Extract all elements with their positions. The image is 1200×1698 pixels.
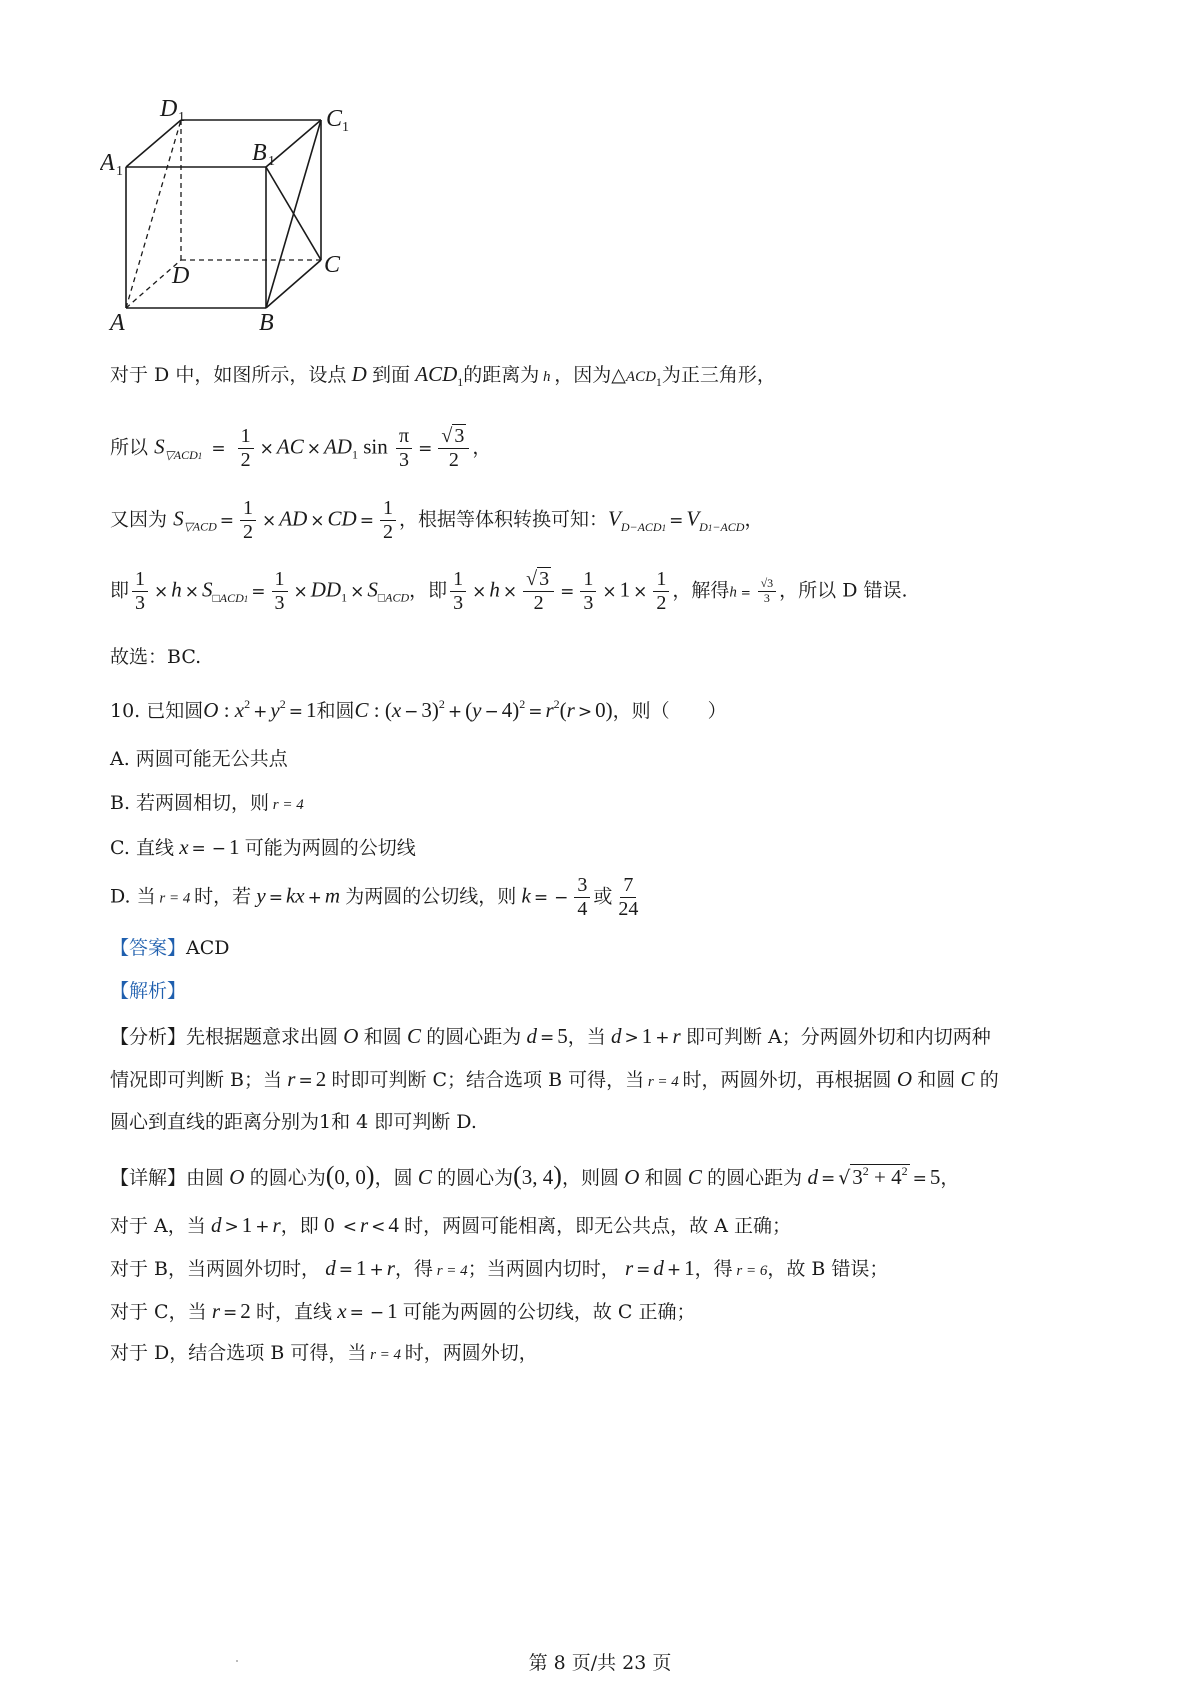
choice-line: 故选：BC. <box>110 646 202 668</box>
label-b1-sub: 1 <box>268 154 275 169</box>
label-d: D <box>172 263 190 289</box>
label-b: B <box>259 310 274 336</box>
analysis-line-1: 【分析】先根据题意求出圆 O 和圆 C 的圆心距为 d = 5，当 d > 1 + r 即可判断 A；分两圆外切和内切两种 <box>110 1024 991 1048</box>
detail-line-c: 对于 C，当 r = 2 时，直线 x = − 1 可能为两圆的公切线，故 C 正确； <box>110 1299 696 1323</box>
label-a1: A <box>100 150 115 176</box>
label-c1-sub: 1 <box>342 120 349 135</box>
analysis-line-2: 情况即可判断 B；当 r = 2 时即可判断 C；结合选项 B 可得，当 r = 4 时，两圆外切，再根据圆 O 和圆 C 的 <box>110 1067 999 1091</box>
label-a1-sub: 1 <box>116 164 123 179</box>
label-a: A <box>110 310 125 336</box>
detail-line-1: 【详解】由圆 O 的圆心为(0, 0)，圆 C 的圆心为(3, 4)，则圆 O 和圆 C 的圆心距为 $d = √3^2 + 4^2 = 5$， <box>110 1161 960 1190</box>
answer-tag: 【答案】 <box>110 937 187 959</box>
label-c1: C <box>326 106 343 132</box>
cube-figure <box>100 92 400 352</box>
text-line-1: 对于 D 中，如图所示，设点 D 到面 $ACD_1$的距离为 h ，因为$\triangle ACD_1$为正三角形， <box>110 362 776 389</box>
question-10: 10. 已知圆O : $x^2 + y^2 = 1$和圆C : $(x - 3)^2 + (y - 4)^2 = r^2(r > 0)$，则（ ） <box>110 697 727 722</box>
label-d1-sub: 1 <box>178 110 185 125</box>
analysis-line-3: 圆心到直线的距离分别为1和 4 即可判断 D. <box>110 1111 477 1133</box>
option-c: C. 直线 x = − 1 可能为两圆的公切线 <box>110 835 416 859</box>
option-a: A. 两圆可能无公共点 <box>110 748 288 770</box>
text-line-4: 即 $\frac{1}{3}$ × $h \times S_{□ACD1}$ = $\frac{1}{3}$ × $DD_1 \times S_{□ACD}$，即 $\frac{1}{3}$ × h × $\frac{√ 3}{2}$ = $\frac{1}{3}$ × 1 × $\frac{1}{2}$ ，解得h = $\frac{√3}{3}$ ，所以 D 错误. <box>110 568 908 614</box>
option-d: D. 当 r = 4 时，若 y = kx + m 为两圆的公切线，则 k = − $\frac{3}{4}$ 或 $\frac{7}{24}$ <box>110 874 639 920</box>
label-c: C <box>324 252 341 278</box>
page-footer: 第 8 页/共 23 页 <box>528 1652 672 1674</box>
label-d1: D <box>160 96 178 122</box>
text-line-2: 所以 $S_{▽ACD1}$ = $\frac{1}{2}$ × AC × $AD_1$ sin $\frac{\pi}{3}$ = $\frac{√ 3}{2}$ ， <box>110 425 492 471</box>
analysis-tag: 【解析】 <box>110 980 187 1002</box>
option-b: B. 若两圆相切，则 r = 4 <box>110 792 304 814</box>
detail-line-d: 对于 D，结合选项 B 可得，当 r = 4 时，两圆外切， <box>110 1342 538 1364</box>
detail-line-b: 对于 B，当两圆外切时， d = 1 + r，得 r = 4；当两圆内切时， r = d + 1，得 r = 6，故 B 错误； <box>110 1256 889 1280</box>
answer-line: 【答案】ACD <box>110 937 230 959</box>
label-b1: B <box>252 140 267 166</box>
detail-line-a: 对于 A，当 d > 1 + r，即 0 < r < 4 时，两圆可能相离，即无公共点，故 A 正确； <box>110 1213 791 1237</box>
text-line-3: 又因为 $S_{▽ACD}$ = $\frac{1}{2}$ × AD × CD = $\frac{1}{2}$ ，根据等体积转换可知：$V_{D-ACD1} = V_{D1-ACD}$， <box>110 497 764 543</box>
